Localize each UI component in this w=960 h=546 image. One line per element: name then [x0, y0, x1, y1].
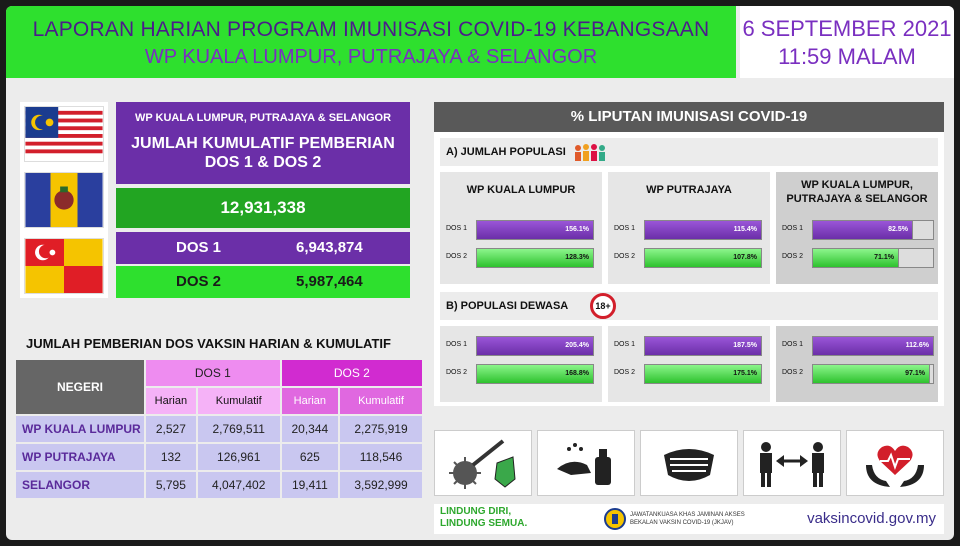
cell-dos1-harian: 2,527: [146, 416, 196, 442]
committee-line-2: BEKALAN VAKSIN COVID-19 (JKJAV): [630, 520, 734, 526]
col-dos1-harian: Harian: [146, 388, 196, 414]
guideline-icons: [434, 430, 944, 498]
bar-a1-all: [782, 220, 934, 240]
table-row: [16, 444, 422, 470]
website-link[interactable]: vaksincovid.gov.my: [807, 510, 936, 527]
slogan: [440, 506, 527, 530]
report-time: 11:59 MALAM: [778, 44, 916, 69]
bar-a1-kl: [446, 220, 598, 240]
bar-value: 175.1%: [733, 370, 757, 377]
cell-dos1-kumulatif: 4,047,402: [198, 472, 280, 498]
dose1-row: [116, 232, 410, 264]
bar-b2-pj: [614, 364, 766, 384]
bar-label: DOS 1: [782, 225, 804, 232]
col-a-pj-title: WP PUTRAJAYA: [646, 184, 732, 196]
dose1-label: DOS 1: [176, 239, 222, 256]
bar-value: 205.4%: [565, 342, 589, 349]
report-frame: [6, 6, 954, 540]
adult-18-plus-icon: 18+: [590, 293, 616, 319]
bar-b2-all: [782, 364, 934, 384]
dose1-value: 6,943,874: [296, 239, 363, 256]
kuala-lumpur-flag-icon: [24, 106, 104, 162]
cell-dos2-kumulatif: 118,546: [340, 444, 422, 470]
cell-dos2-harian: 625: [282, 444, 338, 470]
state-flags: [20, 102, 108, 298]
bar-value: 82.5%: [888, 226, 908, 233]
bar-a2-pj: [614, 248, 766, 268]
section-adult-population: [440, 292, 938, 320]
cell-dos1-kumulatif: 2,769,511: [198, 416, 280, 442]
col-a-kl: [440, 172, 602, 284]
bar-a2-kl: [446, 248, 598, 268]
bar-value: 112.6%: [905, 342, 929, 349]
bar-value: 115.4%: [733, 226, 757, 233]
cell-dos1-harian: 5,795: [146, 472, 196, 498]
cell-dos2-kumulatif: 2,275,919: [340, 416, 422, 442]
row-name: WP PUTRAJAYA: [16, 444, 144, 470]
coverage-title: % LIPUTAN IMUNISASI COVID-19: [434, 102, 944, 132]
bar-value: 168.8%: [565, 370, 589, 377]
col-dos1: DOS 1: [146, 360, 280, 386]
vaccine-virus-icon: [434, 430, 532, 496]
report-date: 6 SEPTEMBER 2021: [742, 16, 952, 41]
section-a-label: A) JUMLAH POPULASI: [446, 146, 566, 158]
bar-value: 97.1%: [905, 370, 925, 377]
cumulative-total: 12,931,338: [116, 188, 410, 228]
bar-b1-kl: [446, 336, 598, 356]
section-total-population: [440, 138, 938, 166]
coverage-panel: [434, 102, 944, 406]
table-row: [16, 416, 422, 442]
col-dos2-kumulatif: Kumulatif: [340, 388, 422, 414]
bar-label: DOS 1: [614, 225, 636, 232]
committee-name: [630, 511, 745, 527]
row-name: SELANGOR: [16, 472, 144, 498]
bar-value: 71.1%: [874, 254, 894, 261]
cumulative-panel: [116, 102, 410, 298]
bar-label: DOS 2: [782, 369, 804, 376]
bar-label: DOS 1: [614, 341, 636, 348]
cumulative-header: [116, 102, 410, 184]
jkjav-logo-icon: [604, 508, 626, 530]
handwash-sanitizer-icon: [537, 430, 635, 496]
row-name: WP KUALA LUMPUR: [16, 416, 144, 442]
distancing-icon: [743, 430, 841, 496]
committee-line-1: JAWATANKUASA KHAS JAMINAN AKSES: [630, 512, 745, 518]
bar-a1-pj: [614, 220, 766, 240]
bar-label: DOS 1: [446, 225, 468, 232]
daily-table-title: JUMLAH PEMBERIAN DOS VAKSIN HARIAN & KUMULATIF: [26, 336, 391, 351]
footer-bar: [434, 504, 944, 534]
bar-label: DOS 2: [446, 369, 468, 376]
col-dos2: DOS 2: [282, 360, 422, 386]
cell-dos2-harian: 20,344: [282, 416, 338, 442]
table-row: [16, 472, 422, 498]
cell-dos1-harian: 132: [146, 444, 196, 470]
bar-value: 156.1%: [565, 226, 589, 233]
putrajaya-flag-icon: [24, 172, 104, 228]
bar-label: DOS 2: [782, 253, 804, 260]
bar-b1-all: [782, 336, 934, 356]
selangor-flag-icon: [24, 238, 104, 294]
section-b-label: B) POPULASI DEWASA: [446, 300, 569, 312]
col-a-all-title: WP KUALA LUMPUR, PUTRAJAYA & SELANGOR: [786, 179, 928, 205]
col-a-pj: [608, 172, 770, 284]
bar-label: DOS 1: [446, 341, 468, 348]
cell-dos1-kumulatif: 126,961: [198, 444, 280, 470]
slogan-line-1: LINDUNG DIRI,: [440, 506, 512, 517]
col-b-pj: [608, 326, 770, 402]
date-box: [740, 6, 954, 78]
bar-value: 187.5%: [733, 342, 757, 349]
bar-label: DOS 2: [446, 253, 468, 260]
bar-label: DOS 2: [614, 253, 636, 260]
bar-a2-all: [782, 248, 934, 268]
cell-dos2-harian: 19,411: [282, 472, 338, 498]
header-banner: [6, 6, 736, 78]
bar-value: 128.3%: [565, 254, 589, 261]
col-dos2-harian: Harian: [282, 388, 338, 414]
col-a-all: [776, 172, 938, 284]
bar-b1-pj: [614, 336, 766, 356]
col-b-all: [776, 326, 938, 402]
cumulative-heading: JUMLAH KUMULATIF PEMBERIAN DOS 1 & DOS 2: [131, 135, 395, 171]
cumulative-region: WP KUALA LUMPUR, PUTRAJAYA & SELANGOR: [134, 112, 392, 124]
face-mask-icon: [640, 430, 738, 496]
daily-dose-table: [14, 358, 424, 500]
report-subtitle: WP KUALA LUMPUR, PUTRAJAYA & SELANGOR: [144, 46, 598, 68]
dose2-value: 5,987,464: [296, 273, 363, 290]
bar-value: 107.8%: [733, 254, 757, 261]
dose2-label: DOS 2: [176, 273, 222, 290]
report-title: LAPORAN HARIAN PROGRAM IMUNISASI COVID-19 KEBANGSAAN: [32, 18, 710, 41]
dose2-row: [116, 266, 410, 298]
col-negeri: NEGERI: [16, 360, 144, 414]
crowd-icon: [572, 141, 608, 163]
col-b-kl: [440, 326, 602, 402]
cell-dos2-kumulatif: 3,592,999: [340, 472, 422, 498]
bar-b2-kl: [446, 364, 598, 384]
heart-care-icon: [846, 430, 944, 496]
col-dos1-kumulatif: Kumulatif: [198, 388, 280, 414]
col-a-kl-title: WP KUALA LUMPUR: [466, 184, 576, 196]
bar-label: DOS 1: [782, 341, 804, 348]
slogan-line-2: LINDUNG SEMUA.: [440, 518, 528, 529]
bar-label: DOS 2: [614, 369, 636, 376]
